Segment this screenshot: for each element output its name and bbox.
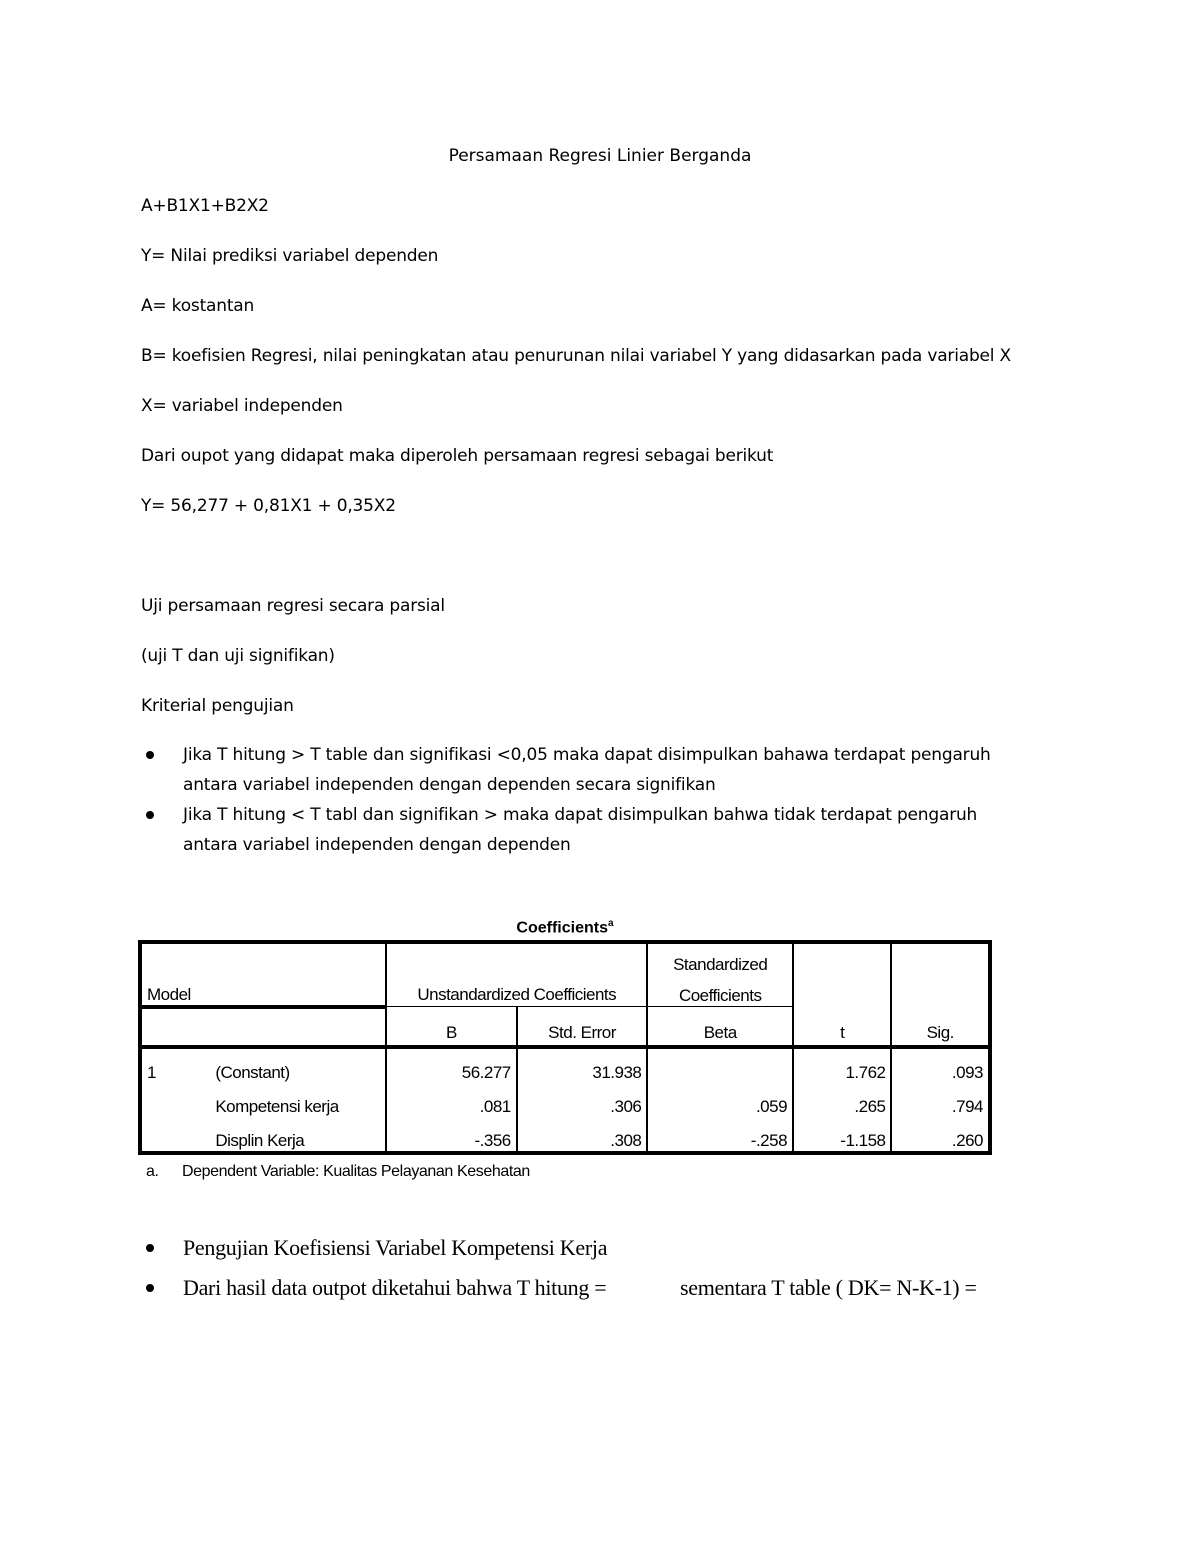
definition-x: X= variabel independen — [141, 396, 343, 416]
cell-t: 1.762 — [793, 1047, 891, 1083]
bullet-dot — [146, 811, 154, 819]
header-b: B — [386, 1007, 517, 1047]
table-row — [140, 1083, 990, 1117]
equation-formula: A+B1X1+B2X2 — [141, 196, 269, 216]
bottom-bullet-2-part-2: sementara T table ( DK= N-K-1) = — [680, 1275, 977, 1300]
criteria-bullet-2-line-1: Jika T hitung < T tabl dan signifikan > maka dapat disimpulkan bahwa tidak terdapat pengaruh — [183, 805, 978, 825]
coefficients-table — [138, 940, 992, 1155]
document-title: Persamaan Regresi Linier Berganda — [448, 146, 752, 166]
footnote-text: Dependent Variable: Kualitas Pelayanan Kesehatan — [182, 1163, 530, 1180]
bottom-bullet-1: Pengujian Koefisiensi Variabel Kompetensi Kerja — [183, 1235, 608, 1260]
bottom-bullet-2-part-1: Dari hasil data outpot diketahui bahwa T hitung = — [183, 1275, 607, 1300]
cell-b: 56.277 — [386, 1047, 517, 1083]
header-unstandardized: Unstandardized Coefficients — [386, 942, 647, 1007]
model-number: 1 — [147, 1062, 156, 1082]
header-standardized-line-1: Standardized — [647, 942, 793, 975]
bullet-dot — [146, 1244, 154, 1252]
cell-b: -.356 — [386, 1117, 517, 1153]
table-row — [140, 1047, 990, 1083]
regression-equation: Y= 56,277 + 0,81X1 + 0,35X2 — [141, 496, 396, 516]
coefficients-title: Coefficients$^a$ — [516, 918, 614, 937]
cell-b: .081 — [386, 1083, 517, 1117]
cell-sig: .093 — [891, 1047, 990, 1083]
cell-t: .265 — [793, 1083, 891, 1117]
cell-beta: -.258 — [647, 1117, 793, 1153]
header-sig: Sig. — [891, 942, 990, 1047]
footnote-marker: a. — [146, 1163, 159, 1180]
header-model: Model — [140, 942, 386, 1007]
output-intro: Dari oupot yang didapat maka diperoleh persamaan regresi sebagai berikut — [141, 446, 774, 466]
definition-y: Y= Nilai prediksi variabel dependen — [141, 246, 439, 266]
table-row — [140, 1117, 990, 1153]
row-name: (Constant) — [215, 1062, 290, 1082]
header-t: t — [793, 942, 891, 1047]
criteria-bullet-2-line-2: antara variabel independen dengan dependen — [183, 835, 571, 855]
bullet-dot — [146, 751, 154, 759]
criteria-label: Kriterial pengujian — [141, 696, 294, 716]
cell-beta — [647, 1047, 793, 1083]
criteria-bullet-1-line-2: antara variabel independen dengan dependen secara signifikan — [183, 775, 716, 795]
cell-t: -1.158 — [793, 1117, 891, 1153]
header-beta: Beta — [647, 1007, 793, 1047]
header-standardized-line-2: Coefficients — [647, 975, 793, 1007]
bullet-dot — [146, 1284, 154, 1292]
definition-a: A= kostantan — [141, 296, 255, 316]
criteria-bullet-1-line-1: Jika T hitung > T table dan signifikasi <0,05 maka dapat disimpulkan bahawa terdapat pengaruh — [183, 745, 991, 765]
cell-beta: .059 — [647, 1083, 793, 1117]
row-name: Displin Kerja — [215, 1130, 305, 1150]
header-std-error: Std. Error — [517, 1007, 648, 1047]
cell-std-error: .308 — [517, 1117, 648, 1153]
row-name: Kompetensi kerja — [215, 1096, 339, 1116]
section-subheading: (uji T dan uji signifikan) — [141, 646, 335, 666]
section-heading: Uji persamaan regresi secara parsial — [141, 596, 445, 616]
header-model-label — [140, 1007, 386, 1047]
cell-std-error: .306 — [517, 1083, 648, 1117]
cell-std-error: 31.938 — [517, 1047, 648, 1083]
cell-sig: .794 — [891, 1083, 990, 1117]
cell-sig: .260 — [891, 1117, 990, 1153]
definition-b: B= koefisien Regresi, nilai peningkatan atau penurunan nilai variabel Y yang didasarkan pada variabel X — [141, 346, 1011, 366]
